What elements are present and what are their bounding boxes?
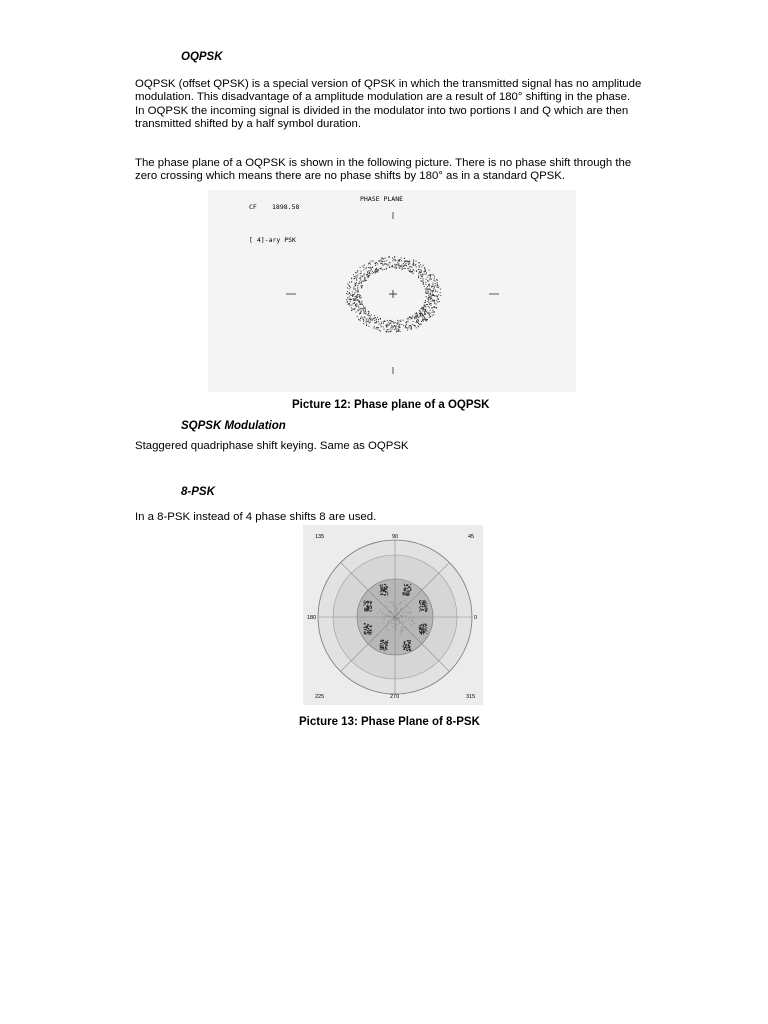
angle-label-90: 90	[392, 534, 399, 540]
oqpsk-body	[135, 78, 645, 131]
angle-label-315: 315	[466, 694, 476, 700]
oqpsk-phase-plane-figure	[208, 190, 576, 392]
angle-label-135: 135	[315, 534, 325, 540]
psk-mode-label: [ 4]-ary PSK	[249, 236, 296, 244]
oqpsk-paragraph-1: OQPSK (offset QPSK) is a special version of QPSK in which the transmitted signal has no amplitude modulation. This disadvantage of a amplitude modulation are a result of 180° shifting in the phase.	[135, 78, 642, 104]
cf-label: CF	[249, 203, 257, 211]
figure-13-caption: Picture 13: Phase Plane of 8-PSK	[299, 716, 480, 728]
oqpsk-paragraph-3: The phase plane of a OQPSK is shown in the following picture. There is no phase shift through the zero crossing which means there are no phase shifts by 180° as in a standard QPSK.	[135, 157, 632, 183]
cf-value: 1898.58	[272, 203, 300, 211]
oqpsk-heading: OQPSK	[181, 51, 223, 63]
sqpsk-paragraph: Staggered quadriphase shift keying. Same as OQPSK	[135, 440, 409, 452]
figure-12-caption: Picture 12: Phase plane of a OQPSK	[292, 399, 490, 411]
phase-plane-title: PHASE PLANE	[360, 195, 404, 203]
sqpsk-heading: SQPSK Modulation	[181, 420, 286, 432]
oqpsk-paragraph-2: In OQPSK the incoming signal is divided in the modulator into two portions I and Q which are then transmitted shifted by a half symbol duration.	[135, 104, 629, 130]
8psk-phase-plane-figure	[303, 525, 483, 705]
angle-label-225: 225	[315, 694, 325, 700]
angle-label-45: 45	[468, 534, 475, 540]
angle-label-270: 270	[390, 694, 400, 700]
angle-label-180: 180	[307, 615, 317, 621]
angle-label-0: 0	[474, 615, 478, 621]
psk8-heading: 8-PSK	[181, 486, 215, 498]
psk8-paragraph: In a 8-PSK instead of 4 phase shifts 8 are used.	[135, 511, 377, 523]
